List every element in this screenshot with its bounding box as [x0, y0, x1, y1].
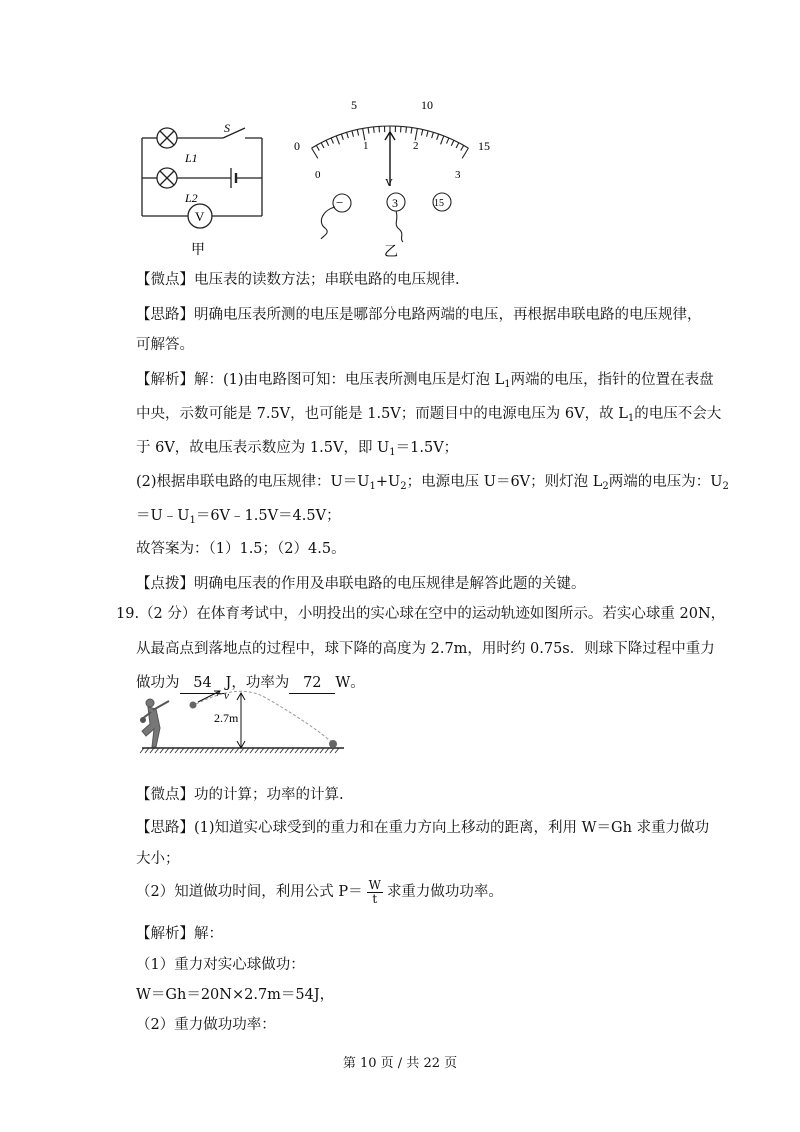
dial-tick [462, 148, 468, 158]
dial-tick [437, 134, 439, 140]
q19-knowledge-text: 功的计算；功率的计算. [194, 787, 344, 803]
circuit-caption: 甲 [191, 243, 205, 258]
dial-tick [312, 148, 318, 158]
q18-idea-line2: 可解答。 [136, 337, 194, 353]
q18-a4-sub2: 2 [400, 481, 407, 492]
height-label: 2.7m [214, 711, 239, 725]
q19-analysis [136, 924, 223, 944]
q18-analysis-line5 [136, 506, 341, 531]
dial-tick [341, 134, 343, 140]
q19-stem-text3c: W。 [335, 675, 365, 691]
ground-hatch-line [145, 748, 149, 753]
ground-hatch-line [185, 748, 189, 753]
ground-hatch-line [165, 748, 169, 753]
q18-a1-text2: 两端的电压，指针的位置在表盘 [510, 372, 714, 388]
dial-tick [427, 131, 429, 137]
circuit-diagram [135, 118, 275, 260]
terminal-minus: − [336, 195, 344, 210]
fraction-numerator: W [368, 877, 381, 892]
ground-hatch-line [290, 748, 294, 753]
dial-tick [461, 145, 464, 150]
ground-hatch-line [335, 748, 339, 753]
ground-hatch-line [250, 748, 254, 753]
dial-caption: 乙 [384, 245, 398, 260]
q18-a5-sub: 1 [189, 515, 196, 526]
q18-a4-text1: (2)根据串联电路的电压规律：U＝U [136, 474, 370, 490]
ground-hatch-line [245, 748, 249, 753]
q18-idea-text1: 明确电压表所测的电压是哪部分电路两端的电压，再根据串联电路的电压规律， [194, 307, 702, 323]
velocity-label: v [224, 690, 229, 702]
ground-hatch-line [285, 748, 289, 753]
dial-tick [374, 127, 375, 133]
q19-blank-power: 72 [289, 673, 335, 694]
dial-tick [336, 136, 339, 144]
ground-hatch-line [235, 748, 239, 753]
q19-idea-text1: (1)知道实心球受到的重力和在重力方向上移动的距离，利用 W＝Gh 求重力做功 [194, 820, 710, 836]
dial-tick [352, 131, 354, 137]
trajectory-figure [136, 690, 346, 756]
upper-scale-0: 0 [294, 139, 300, 153]
q19-analysis-tag: 【解析】 [136, 926, 194, 942]
q19-stem-text3a: 做功为 [136, 675, 180, 691]
lower-scale-2: 2 [413, 140, 419, 152]
q19-idea-text3b: 求重力做功功率。 [386, 884, 503, 900]
dial-tick [456, 143, 459, 148]
q18-a1-sub: 1 [504, 379, 511, 390]
q18-analysis-line3 [136, 438, 458, 463]
q18-a4-text4: 两端的电压为：U [608, 474, 723, 490]
ground-hatch-line [280, 748, 284, 753]
fraction-denominator: t [372, 891, 378, 906]
needle-letter: V [385, 177, 393, 189]
ground-hatch-line [310, 748, 314, 753]
ground-hatch-line [325, 748, 329, 753]
ground-hatch-line [170, 748, 174, 753]
q19-stem-text3b: J，功率为 [225, 675, 290, 691]
ground-hatch-line [220, 748, 224, 753]
q18-analysis-line4 [136, 472, 729, 497]
ground-hatch-line [175, 748, 179, 753]
ground-hatch-line [230, 748, 234, 753]
lower-scale-0: 0 [315, 169, 321, 181]
q18-a4-sub3: 2 [602, 481, 609, 492]
q18-a2-end: 的电压不会大 [634, 406, 722, 422]
q19-analysis-text: 解： [194, 926, 223, 942]
q19-blank-work: 54 [180, 673, 226, 694]
ground-hatch-line [270, 748, 274, 753]
q18-a5-text2: ＝6V﹣1.5V＝4.5V； [195, 508, 341, 524]
ground-hatch-line [210, 748, 214, 753]
lower-scale-3: 3 [455, 169, 461, 181]
q18-answer: 故答案为：（1）1.5；（2）4.5。 [136, 541, 346, 557]
ground-hatch-line [255, 748, 259, 753]
dial-tick [415, 129, 417, 141]
q19-idea-tag: 【思路】 [136, 820, 194, 836]
power-fraction [367, 879, 383, 906]
q18-idea-line1 [136, 305, 702, 325]
ground-hatch-line [190, 748, 194, 753]
upper-scale-5: 5 [351, 98, 357, 112]
q18-knowledge [136, 270, 460, 290]
dial-tick [347, 132, 349, 138]
switch-label: S [224, 121, 230, 135]
upper-scale-10: 10 [421, 98, 433, 112]
dial-tick [411, 128, 412, 134]
ground-hatch-line [300, 748, 304, 753]
q18-a3-text2: ＝1.5V； [395, 440, 459, 456]
dial-tick [441, 136, 444, 144]
q19-knowledge-tag: 【微点】 [136, 787, 194, 803]
ground-hatch-line [265, 748, 269, 753]
q18-a2-sub: 1 [627, 413, 635, 424]
q19-knowledge [136, 785, 344, 805]
q18-a1-text: 解：(1)由电路图可知：电压表所测电压是灯泡 L [194, 372, 505, 388]
q18-a4-sub1: 1 [369, 481, 376, 492]
ground-hatch-line [305, 748, 309, 753]
lower-scale-1: 1 [363, 140, 369, 152]
dial-tick [316, 145, 319, 150]
q18-analysis-line2 [136, 404, 721, 429]
dial-tick [432, 132, 434, 138]
ground-hatch-line [140, 748, 144, 753]
q18-knowledge-text: 电压表的读数方法；串联电路的电压规律. [194, 272, 460, 288]
q18-analysis-tag: 【解析】 [136, 372, 194, 388]
ground-hatch-line [150, 748, 154, 753]
ground-hatch-line [315, 748, 319, 753]
dial-tick [451, 140, 454, 145]
dial-tick [357, 130, 358, 136]
ground-hatch-line [295, 748, 299, 753]
ground-hatch-line [205, 748, 209, 753]
dial-tick [363, 129, 365, 141]
q19-step1-formula: W＝Gh＝20N×2.7m＝54J， [136, 987, 335, 1003]
q18-analysis-line1 [136, 370, 714, 395]
q18-a4-text2: +U [375, 474, 401, 490]
q19-stem-line2: 从最高点到落地点的过程中，球下降的高度为 2.7m，用时约 0.75s．则球下降过程中重力 [136, 641, 715, 657]
dial-tick [331, 138, 333, 144]
dial-tick [447, 138, 449, 144]
voltmeter-symbol: V [195, 209, 205, 224]
ground-hatch-line [225, 748, 229, 753]
terminal-15: 15 [434, 198, 444, 209]
ground-hatch-line [240, 748, 244, 753]
ground-hatch-line [260, 748, 264, 753]
ground-hatch-line [180, 748, 184, 753]
q18-a3-text: 于 6V，故电压表示数应为 1.5V，即 U [136, 440, 390, 456]
ground-hatch-line [215, 748, 219, 753]
ground-hatch-line [200, 748, 204, 753]
q19-stem-line1 [116, 604, 725, 624]
q18-a4-sub4: 2 [722, 481, 729, 492]
ground-hatch-line [155, 748, 159, 753]
lamp2-label: L2 [185, 191, 198, 205]
q18-tip-tag: 【点拨】 [136, 576, 194, 592]
ground-hatch-line [275, 748, 279, 753]
q18-idea-tag: 【思路】 [136, 307, 194, 323]
dial-tick [421, 130, 422, 136]
dial-tick [326, 140, 329, 145]
page-footer: 第 10 页 / 共 22 页 [342, 1056, 458, 1071]
dial-tick [368, 128, 369, 134]
q18-tip [136, 574, 586, 594]
dial-tick [321, 143, 324, 148]
q18-knowledge-tag: 【微点】 [136, 272, 194, 288]
dial-tick [406, 127, 407, 133]
ground-hatch-line [160, 748, 164, 753]
q19-stem-text1: （2 分）在体育考试中，小明投出的实心球在空中的运动轨迹如图所示。若实心球重 20N， [139, 606, 726, 622]
q18-a2-text: 中央，示数可能是 7.5V，也可能是 1.5V；而题目中的电源电压为 6V，故 L [136, 406, 628, 422]
q19-step1-title: （1）重力对实心球做功： [136, 957, 305, 973]
q19-step2-title: （2）重力做功功率： [136, 1017, 276, 1033]
q18-a5-text1: ＝U﹣U [136, 508, 190, 524]
terminal-3: 3 [392, 196, 398, 210]
ground-hatch-line [195, 748, 199, 753]
q19-idea-line2: 大小； [136, 851, 180, 867]
q18-a3-sub: 1 [389, 447, 396, 458]
ground-hatch-line [330, 748, 334, 753]
q19-idea-line3 [136, 878, 503, 906]
ground-hatch-line [320, 748, 324, 753]
upper-scale-15: 15 [478, 139, 490, 153]
voltmeter-dial [285, 94, 500, 262]
q19-idea-text3a: （2）知道做功时间，利用公式 P＝ [136, 884, 363, 900]
q19-idea-line1 [136, 818, 709, 838]
q18-tip-text: 明确电压表的作用及串联电路的电压规律是解答此题的关键。 [194, 576, 586, 592]
q19-number: 19. [116, 606, 140, 622]
q18-a4-text3: ；电源电压 U＝6V；则灯泡 L [406, 474, 603, 490]
lamp1-label: L1 [185, 151, 198, 165]
